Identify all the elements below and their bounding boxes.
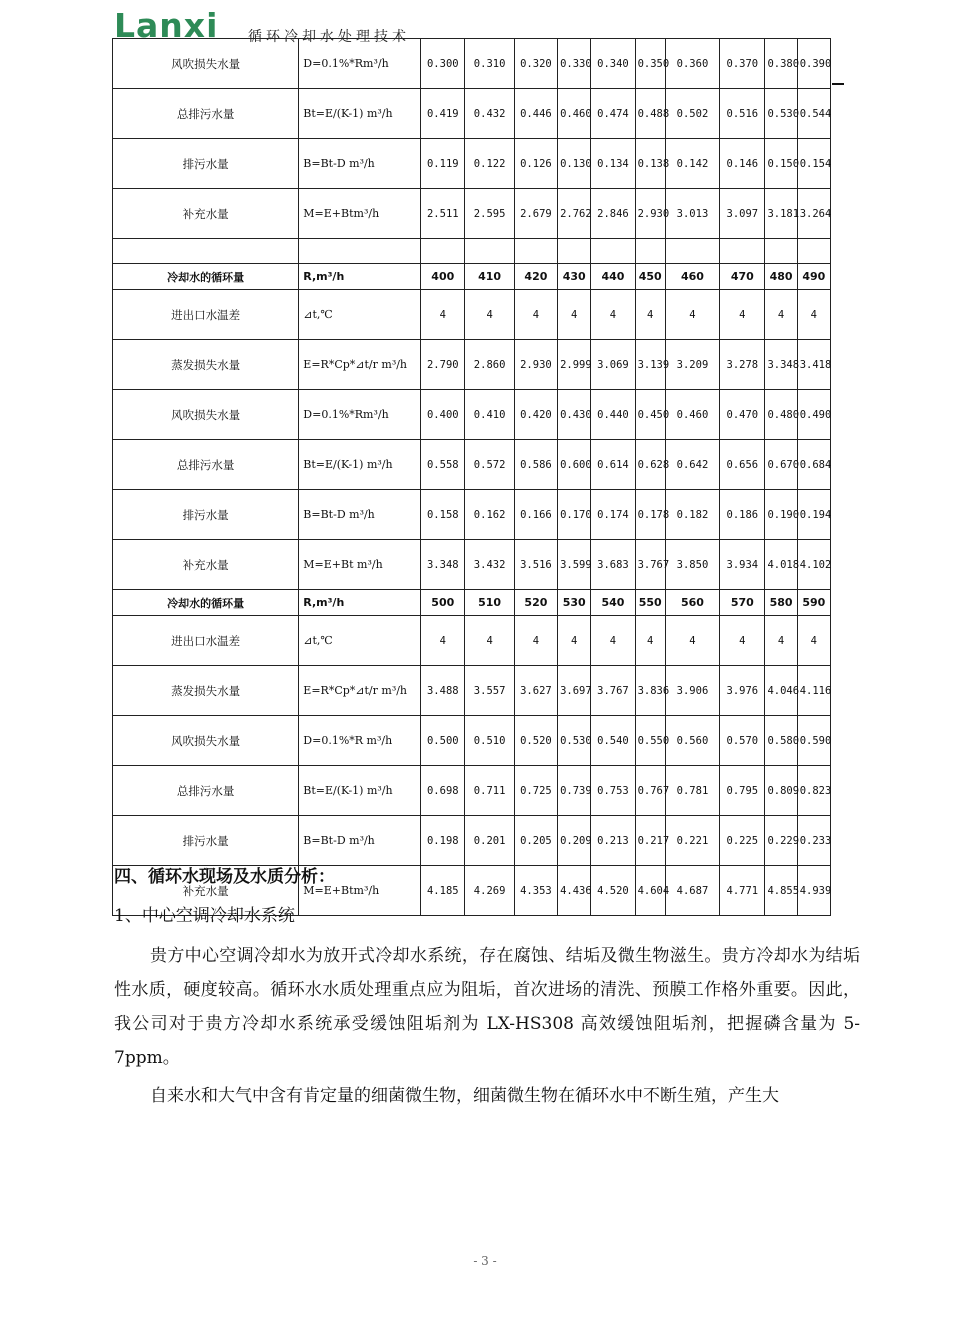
- value-cell: 460: [665, 264, 719, 290]
- row-label: 排污水量: [113, 490, 299, 540]
- row-label: 排污水量: [113, 816, 299, 866]
- value-cell: 0.670: [765, 440, 797, 490]
- header-rule: [832, 83, 844, 85]
- table-row: [113, 290, 831, 340]
- value-cell: 570: [720, 590, 765, 616]
- value-cell: 0.158: [421, 490, 465, 540]
- value-cell: 0.488: [635, 89, 665, 139]
- value-cell: 0.795: [720, 766, 765, 816]
- value-cell: 4.185: [421, 866, 465, 916]
- value-cell: 4: [765, 290, 797, 340]
- row-formula: Bt=E/(K-1) m³/h: [299, 89, 421, 139]
- table-row: [113, 440, 831, 490]
- value-cell: 0.150: [765, 139, 797, 189]
- row-label: 风吹损失水量: [113, 39, 299, 89]
- value-cell: 0.474: [591, 89, 635, 139]
- row-formula: M=E+Btm³/h: [299, 189, 421, 239]
- table-row: [113, 666, 831, 716]
- company-logo: Lanxi: [114, 6, 219, 45]
- value-cell: 560: [665, 590, 719, 616]
- value-cell: 3.557: [465, 666, 514, 716]
- value-cell: 0.684: [797, 440, 830, 490]
- value-cell: 4.436: [558, 866, 591, 916]
- value-cell: 0.170: [558, 490, 591, 540]
- value-cell: 0.182: [665, 490, 719, 540]
- value-cell: 3.906: [665, 666, 719, 716]
- value-cell: 3.697: [558, 666, 591, 716]
- row-label: 进出口水温差: [113, 616, 299, 666]
- value-cell: 2.679: [514, 189, 557, 239]
- paragraph: 贵方中心空调冷却水为放开式冷却水系统，存在腐蚀、结垢及微生物滋生。贵方冷却水为结垢性水质，硬度较高。循环水水质处理重点应为阻垢，首次进场的清洗、预膜工作格外重要。因此，我公司对于贵方冷却水系统承受缓蚀阻垢剂为 LX-HS308 高效缓蚀阻垢剂，把握磷含量为 5-7ppm。: [114, 946, 860, 1068]
- row-formula: ⊿t,℃: [299, 290, 421, 340]
- value-cell: 0.586: [514, 440, 557, 490]
- row-formula: Bt=E/(K-1) m³/h: [299, 440, 421, 490]
- section-title: 四、循环水现场及水质分析：: [114, 867, 335, 887]
- row-label: 总排污水量: [113, 440, 299, 490]
- value-cell: 3.934: [720, 540, 765, 590]
- value-cell: 0.544: [797, 89, 830, 139]
- value-cell: 3.013: [665, 189, 719, 239]
- value-cell: 0.186: [720, 490, 765, 540]
- row-formula: M=E+Bt m³/h: [299, 540, 421, 590]
- value-cell: 0.450: [635, 390, 665, 440]
- value-cell: 4: [514, 290, 557, 340]
- row-label: 总排污水量: [113, 766, 299, 816]
- value-cell: 0.162: [465, 490, 514, 540]
- value-cell: 3.976: [720, 666, 765, 716]
- value-cell: 0.572: [465, 440, 514, 490]
- value-cell: 4: [635, 290, 665, 340]
- value-cell: 0.516: [720, 89, 765, 139]
- value-cell: 0.340: [591, 39, 635, 89]
- value-cell: 4: [465, 616, 514, 666]
- value-cell: 0.166: [514, 490, 557, 540]
- value-cell: 4: [465, 290, 514, 340]
- value-cell: 0.480: [765, 390, 797, 440]
- value-cell: 0.225: [720, 816, 765, 866]
- value-cell: 4: [558, 290, 591, 340]
- value-cell: 0.560: [665, 716, 719, 766]
- value-cell: 0.570: [720, 716, 765, 766]
- value-cell: 0.628: [635, 440, 665, 490]
- page-number: - 3 -: [473, 1254, 497, 1268]
- table-row: [113, 816, 831, 866]
- value-cell: 3.516: [514, 540, 557, 590]
- value-cell: 4: [591, 290, 635, 340]
- value-cell: 2.790: [421, 340, 465, 390]
- value-cell: 4: [720, 616, 765, 666]
- value-cell: 0.400: [421, 390, 465, 440]
- value-cell: 0.540: [591, 716, 635, 766]
- value-cell: 0.380: [765, 39, 797, 89]
- table-row: [113, 139, 831, 189]
- value-cell: 0.213: [591, 816, 635, 866]
- value-cell: 0.410: [465, 390, 514, 440]
- value-cell: 0.229: [765, 816, 797, 866]
- row-formula: B=Bt-D m³/h: [299, 490, 421, 540]
- value-cell: 420: [514, 264, 557, 290]
- row-formula: R,m³/h: [299, 590, 421, 616]
- value-cell: 0.300: [421, 39, 465, 89]
- value-cell: 510: [465, 590, 514, 616]
- value-cell: 3.097: [720, 189, 765, 239]
- value-cell: 0.320: [514, 39, 557, 89]
- value-cell: 580: [765, 590, 797, 616]
- row-label: 进出口水温差: [113, 290, 299, 340]
- table-row: [113, 616, 831, 666]
- table-row: [113, 540, 831, 590]
- row-label: 补充水量: [113, 540, 299, 590]
- value-cell: 0.370: [720, 39, 765, 89]
- value-cell: 0.550: [635, 716, 665, 766]
- table-row: [113, 390, 831, 440]
- value-cell: 0.205: [514, 816, 557, 866]
- value-cell: 500: [421, 590, 465, 616]
- value-cell: 0.119: [421, 139, 465, 189]
- value-cell: 3.767: [591, 666, 635, 716]
- value-cell: 2.511: [421, 189, 465, 239]
- value-cell: 4.939: [797, 866, 830, 916]
- value-cell: 0.440: [591, 390, 635, 440]
- value-cell: 3.767: [635, 540, 665, 590]
- row-formula: D=0.1%*Rm³/h: [299, 39, 421, 89]
- value-cell: 0.725: [514, 766, 557, 816]
- value-cell: 0.580: [765, 716, 797, 766]
- value-cell: 410: [465, 264, 514, 290]
- value-cell: 0.767: [635, 766, 665, 816]
- value-cell: 520: [514, 590, 557, 616]
- value-cell: 0.520: [514, 716, 557, 766]
- value-cell: 4: [665, 290, 719, 340]
- value-cell: 0.656: [720, 440, 765, 490]
- value-cell: 4: [421, 616, 465, 666]
- value-cell: 590: [797, 590, 830, 616]
- table-row: [113, 189, 831, 239]
- value-cell: 3.181: [765, 189, 797, 239]
- value-cell: 4: [797, 616, 830, 666]
- value-cell: 0.310: [465, 39, 514, 89]
- value-cell: 0.558: [421, 440, 465, 490]
- value-cell: 4: [665, 616, 719, 666]
- value-cell: 0.201: [465, 816, 514, 866]
- value-cell: 0.510: [465, 716, 514, 766]
- table-row: [113, 766, 831, 816]
- value-cell: 4.018: [765, 540, 797, 590]
- value-cell: 2.860: [465, 340, 514, 390]
- value-cell: 2.595: [465, 189, 514, 239]
- row-formula: ⊿t,℃: [299, 616, 421, 666]
- value-cell: 0.809: [765, 766, 797, 816]
- value-cell: 0.530: [765, 89, 797, 139]
- value-cell: 3.599: [558, 540, 591, 590]
- table-row: [113, 39, 831, 89]
- value-cell: 0.350: [635, 39, 665, 89]
- value-cell: 4.353: [514, 866, 557, 916]
- value-cell: 0.198: [421, 816, 465, 866]
- value-cell: 3.278: [720, 340, 765, 390]
- value-cell: 0.470: [720, 390, 765, 440]
- value-cell: 3.850: [665, 540, 719, 590]
- row-formula: E=R*Cp*⊿t/r m³/h: [299, 340, 421, 390]
- row-label: 补充水量: [113, 189, 299, 239]
- water-balance-table: [112, 38, 831, 916]
- value-cell: 2.999: [558, 340, 591, 390]
- value-cell: 4.116: [797, 666, 830, 716]
- value-cell: 0.146: [720, 139, 765, 189]
- table-spacer-row: [113, 239, 831, 264]
- row-formula: E=R*Cp*⊿t/r m³/h: [299, 666, 421, 716]
- value-cell: 3.348: [421, 540, 465, 590]
- value-cell: 3.139: [635, 340, 665, 390]
- value-cell: 0.138: [635, 139, 665, 189]
- table-row: [113, 490, 831, 540]
- value-cell: 0.460: [665, 390, 719, 440]
- row-formula: Bt=E/(K-1) m³/h: [299, 766, 421, 816]
- paragraph: 自来水和大气中含有肯定量的细菌微生物，细菌微生物在循环水中不断生殖，产生大: [150, 1086, 779, 1106]
- section-subtitle: 1、中心空调冷却水系统: [114, 906, 295, 926]
- value-cell: 4.520: [591, 866, 635, 916]
- row-formula: M=E+Btm³/h: [299, 866, 421, 916]
- row-label: 风吹损失水量: [113, 716, 299, 766]
- value-cell: 0.500: [421, 716, 465, 766]
- value-cell: 0.126: [514, 139, 557, 189]
- value-cell: 0.217: [635, 816, 665, 866]
- value-cell: 0.209: [558, 816, 591, 866]
- row-label: 排污水量: [113, 139, 299, 189]
- value-cell: 3.348: [765, 340, 797, 390]
- table-row: [113, 340, 831, 390]
- row-formula: D=0.1%*Rm³/h: [299, 390, 421, 440]
- value-cell: 440: [591, 264, 635, 290]
- value-cell: 540: [591, 590, 635, 616]
- value-cell: 2.846: [591, 189, 635, 239]
- row-formula: B=Bt-D m³/h: [299, 139, 421, 189]
- value-cell: 0.174: [591, 490, 635, 540]
- value-cell: 3.488: [421, 666, 465, 716]
- value-cell: 490: [797, 264, 830, 290]
- value-cell: 0.130: [558, 139, 591, 189]
- value-cell: 0.490: [797, 390, 830, 440]
- table-header-row: [113, 264, 831, 290]
- value-cell: 0.419: [421, 89, 465, 139]
- value-cell: 0.781: [665, 766, 719, 816]
- value-cell: 0.390: [797, 39, 830, 89]
- row-label: 风吹损失水量: [113, 390, 299, 440]
- value-cell: 0.430: [558, 390, 591, 440]
- value-cell: 0.590: [797, 716, 830, 766]
- section-analysis: [114, 862, 860, 1117]
- value-cell: 0.739: [558, 766, 591, 816]
- value-cell: 4: [558, 616, 591, 666]
- row-label: 蒸发损失水量: [113, 666, 299, 716]
- value-cell: 0.221: [665, 816, 719, 866]
- value-cell: 3.069: [591, 340, 635, 390]
- value-cell: 3.836: [635, 666, 665, 716]
- value-cell: 0.753: [591, 766, 635, 816]
- table-header-row: [113, 590, 831, 616]
- value-cell: 4: [635, 616, 665, 666]
- value-cell: 2.930: [635, 189, 665, 239]
- value-cell: 0.142: [665, 139, 719, 189]
- value-cell: 3.418: [797, 340, 830, 390]
- value-cell: 3.209: [665, 340, 719, 390]
- value-cell: 0.711: [465, 766, 514, 816]
- value-cell: 4.102: [797, 540, 830, 590]
- table-row: [113, 716, 831, 766]
- value-cell: 2.930: [514, 340, 557, 390]
- value-cell: 0.330: [558, 39, 591, 89]
- value-cell: 2.762: [558, 189, 591, 239]
- value-cell: 0.233: [797, 816, 830, 866]
- value-cell: 0.194: [797, 490, 830, 540]
- value-cell: 0.190: [765, 490, 797, 540]
- value-cell: 0.823: [797, 766, 830, 816]
- row-label: 冷却水的循环量: [113, 590, 299, 616]
- value-cell: 0.178: [635, 490, 665, 540]
- value-cell: 4.604: [635, 866, 665, 916]
- value-cell: 480: [765, 264, 797, 290]
- value-cell: 4: [765, 616, 797, 666]
- value-cell: 4.855: [765, 866, 797, 916]
- row-formula: R,m³/h: [299, 264, 421, 290]
- value-cell: 0.642: [665, 440, 719, 490]
- value-cell: 0.122: [465, 139, 514, 189]
- row-label: 总排污水量: [113, 89, 299, 139]
- value-cell: 0.134: [591, 139, 635, 189]
- value-cell: 3.627: [514, 666, 557, 716]
- row-label: 冷却水的循环量: [113, 264, 299, 290]
- value-cell: 4.771: [720, 866, 765, 916]
- value-cell: 0.460: [558, 89, 591, 139]
- value-cell: 0.432: [465, 89, 514, 139]
- value-cell: 4.687: [665, 866, 719, 916]
- value-cell: 0.360: [665, 39, 719, 89]
- value-cell: 3.264: [797, 189, 830, 239]
- value-cell: 0.154: [797, 139, 830, 189]
- value-cell: 4.269: [465, 866, 514, 916]
- value-cell: 0.614: [591, 440, 635, 490]
- value-cell: 400: [421, 264, 465, 290]
- value-cell: 0.446: [514, 89, 557, 139]
- value-cell: 4: [591, 616, 635, 666]
- value-cell: 470: [720, 264, 765, 290]
- row-label: 补充水量: [113, 866, 299, 916]
- value-cell: 3.683: [591, 540, 635, 590]
- value-cell: 0.600: [558, 440, 591, 490]
- value-cell: 0.420: [514, 390, 557, 440]
- value-cell: 530: [558, 590, 591, 616]
- value-cell: 4: [514, 616, 557, 666]
- value-cell: 550: [635, 590, 665, 616]
- row-formula: B=Bt-D m³/h: [299, 816, 421, 866]
- value-cell: 450: [635, 264, 665, 290]
- value-cell: 0.530: [558, 716, 591, 766]
- header-fragment: 循环冷却水处理技术: [248, 29, 410, 45]
- table-row: [113, 89, 831, 139]
- value-cell: 3.432: [465, 540, 514, 590]
- value-cell: 4: [797, 290, 830, 340]
- row-formula: D=0.1%*R m³/h: [299, 716, 421, 766]
- value-cell: 430: [558, 264, 591, 290]
- value-cell: 4: [421, 290, 465, 340]
- value-cell: 0.698: [421, 766, 465, 816]
- value-cell: 0.502: [665, 89, 719, 139]
- row-label: 蒸发损失水量: [113, 340, 299, 390]
- value-cell: 4: [720, 290, 765, 340]
- value-cell: 4.046: [765, 666, 797, 716]
